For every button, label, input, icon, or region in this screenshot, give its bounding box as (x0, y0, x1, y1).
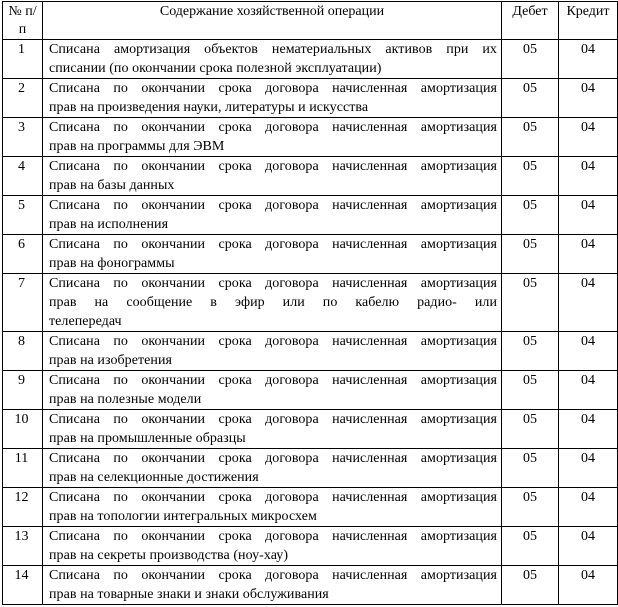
table-row (3, 274, 618, 332)
row-number: 8 (3, 332, 43, 371)
description-line: прав на полезные модели (49, 392, 202, 407)
description-line: прав на исполнения (49, 217, 169, 232)
debit-account: 05 (502, 371, 559, 410)
description-line: прав на изобретения (49, 353, 173, 368)
description-line: прав на секреты производства (ноу-хау) (49, 548, 289, 563)
description-line: прав на промышленные образцы (49, 431, 246, 446)
credit-account: 04 (559, 118, 618, 157)
debit-account: 05 (502, 118, 559, 157)
description-line: Списана по окончании срока договора начисленная амортизация (49, 120, 497, 135)
debit-account: 05 (502, 566, 559, 605)
row-number: 11 (3, 449, 43, 488)
description-line: телепередач (49, 314, 122, 329)
operation-description (43, 410, 502, 449)
row-number: 6 (3, 235, 43, 274)
table-row (3, 79, 618, 118)
credit-account: 04 (559, 527, 618, 566)
description-line: Списана по окончании срока договора начисленная амортизация (49, 529, 497, 544)
credit-account: 04 (559, 488, 618, 527)
operation-description (43, 488, 502, 527)
description-line: Списана по окончании срока договора начисленная амортизация (49, 412, 497, 427)
row-number: 4 (3, 157, 43, 196)
operations-table (2, 1, 618, 605)
credit-account: 04 (559, 332, 618, 371)
credit-account: 04 (559, 410, 618, 449)
operation-description (43, 332, 502, 371)
description-line: Списана по окончании срока договора начисленная амортизация (49, 198, 497, 213)
description-line: списании (по окончании срока полезной эксплуатации) (49, 61, 382, 76)
description-line: Списана по окончании срока договора начисленная амортизация (49, 334, 497, 349)
table-row (3, 40, 618, 79)
credit-account: 04 (559, 566, 618, 605)
description-line: Списана по окончании срока договора начисленная амортизация (49, 373, 497, 388)
description-line: Списана по окончании срока договора начисленная амортизация (49, 276, 497, 291)
table-row (3, 157, 618, 196)
table-row (3, 488, 618, 527)
description-line: прав на произведения науки, литературы и искусства (49, 100, 369, 115)
description-line: Списана по окончании срока договора начисленная амортизация (49, 490, 497, 505)
row-number: 7 (3, 274, 43, 332)
credit-account: 04 (559, 235, 618, 274)
row-number: 10 (3, 410, 43, 449)
debit-account: 05 (502, 157, 559, 196)
credit-account: 04 (559, 79, 618, 118)
description-line: Списана по окончании срока договора начисленная амортизация (49, 568, 497, 583)
operation-description (43, 449, 502, 488)
header-content: Содержание хозяйственной операции (43, 2, 502, 40)
description-line: Списана по окончании срока договора начисленная амортизация (49, 81, 497, 96)
description-line: Списана по окончании срока договора начисленная амортизация (49, 451, 497, 466)
description-line: Списана по окончании срока договора начисленная амортизация (49, 237, 497, 252)
table-row (3, 371, 618, 410)
operation-description (43, 40, 502, 79)
description-line: прав на фонограммы (49, 256, 175, 271)
operation-description (43, 157, 502, 196)
header-num: № п/п (3, 2, 43, 40)
operation-description (43, 79, 502, 118)
debit-account: 05 (502, 40, 559, 79)
table-row (3, 410, 618, 449)
header-debit: Дебет (502, 2, 559, 40)
credit-account: 04 (559, 40, 618, 79)
table-row (3, 449, 618, 488)
row-number: 1 (3, 40, 43, 79)
description-line: прав на топологии интегральных микросхем (49, 509, 317, 524)
row-number: 12 (3, 488, 43, 527)
row-number: 9 (3, 371, 43, 410)
debit-account: 05 (502, 527, 559, 566)
credit-account: 04 (559, 371, 618, 410)
row-number: 13 (3, 527, 43, 566)
operation-description (43, 371, 502, 410)
credit-account: 04 (559, 274, 618, 332)
row-number: 14 (3, 566, 43, 605)
credit-account: 04 (559, 449, 618, 488)
description-line: Списана амортизация объектов нематериальных активов при их (49, 42, 497, 57)
credit-account: 04 (559, 196, 618, 235)
debit-account: 05 (502, 332, 559, 371)
debit-account: 05 (502, 410, 559, 449)
operation-description (43, 235, 502, 274)
operation-description (43, 527, 502, 566)
operation-description (43, 196, 502, 235)
description-line: прав на базы данных (49, 178, 175, 193)
debit-account: 05 (502, 196, 559, 235)
operation-description (43, 274, 502, 332)
debit-account: 05 (502, 235, 559, 274)
operation-description (43, 566, 502, 605)
table-header-row (3, 2, 618, 40)
table-row (3, 566, 618, 605)
row-number: 3 (3, 118, 43, 157)
table-row (3, 196, 618, 235)
debit-account: 05 (502, 449, 559, 488)
description-line: Списана по окончании срока договора начисленная амортизация (49, 159, 497, 174)
row-number: 2 (3, 79, 43, 118)
debit-account: 05 (502, 488, 559, 527)
description-line: прав на сообщение в эфир или по кабелю радио- или (49, 295, 497, 310)
table-row (3, 118, 618, 157)
credit-account: 04 (559, 157, 618, 196)
description-line: прав на селекционные достижения (49, 470, 259, 485)
operation-description (43, 118, 502, 157)
row-number: 5 (3, 196, 43, 235)
header-credit: Кредит (559, 2, 618, 40)
debit-account: 05 (502, 274, 559, 332)
description-line: прав на программы для ЭВМ (49, 139, 225, 154)
table-body (3, 40, 618, 605)
table-row (3, 332, 618, 371)
description-line: прав на товарные знаки и знаки обслуживания (49, 587, 329, 602)
table-row (3, 527, 618, 566)
table-row (3, 235, 618, 274)
debit-account: 05 (502, 79, 559, 118)
